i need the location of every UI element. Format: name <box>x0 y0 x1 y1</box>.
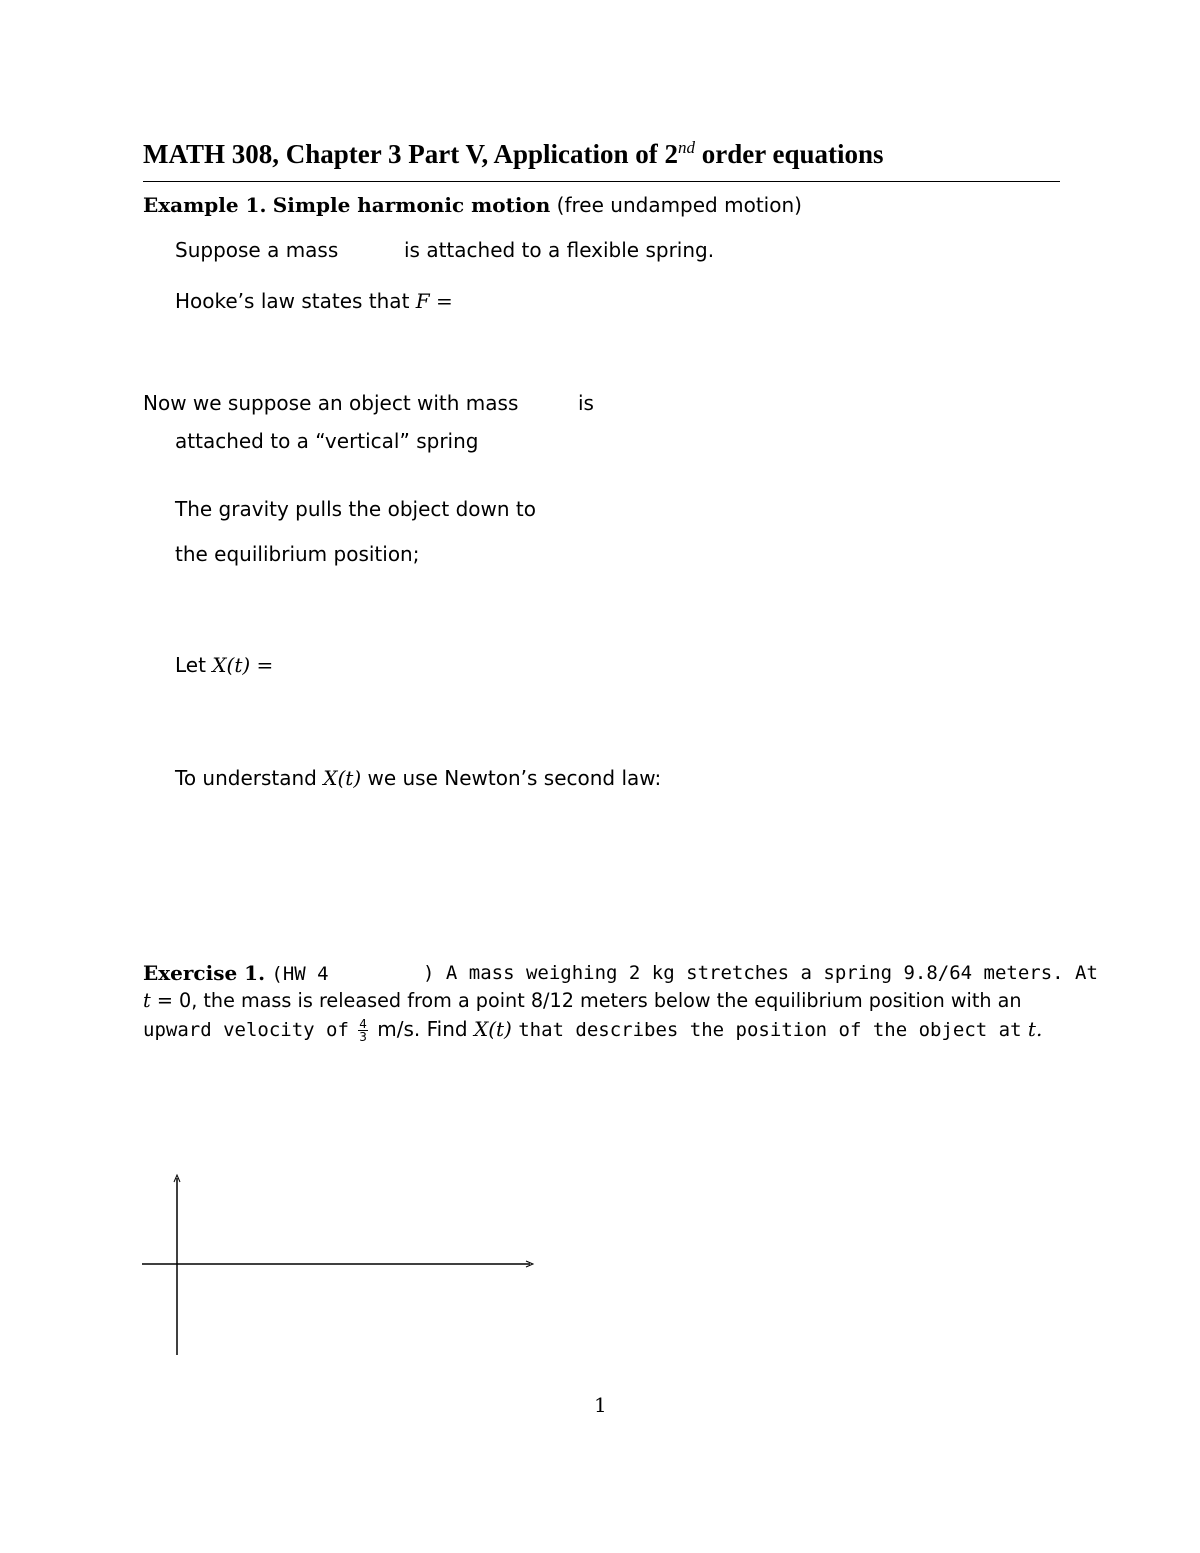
let-line <box>175 653 273 677</box>
exercise-text-2: = 0, the mass is released from a point 8/12 meters below the equilibrium position with an <box>150 989 1022 1012</box>
exercise-line-1-rest <box>423 962 1098 984</box>
equilibrium-line: the equilibrium position; <box>175 542 420 566</box>
page-title <box>143 138 884 170</box>
vertical-line-a: Now we suppose an object with mass <box>143 391 519 415</box>
vertical-line-b: is <box>578 391 594 415</box>
hooke-line <box>175 289 453 313</box>
let-text: Let <box>175 653 206 677</box>
example-label: Example 1. <box>143 193 267 217</box>
exercise-label: Exercise 1. <box>143 961 266 985</box>
gravity-line: The gravity pulls the object down to <box>175 497 536 521</box>
title-superscript: nd <box>678 138 696 157</box>
newton-line <box>175 766 661 790</box>
exercise-t-end: t. <box>1027 1017 1043 1041</box>
exercise-t-symbol: t <box>143 989 151 1012</box>
exercise-text-3b: m/s. Find <box>377 1017 468 1041</box>
fraction-numerator: 4 <box>359 1017 367 1031</box>
exercise-text-3c: that describes the position of the object at <box>518 1019 1022 1041</box>
example-title: Simple harmonic motion <box>272 193 551 217</box>
exercise-line-3 <box>143 1017 1042 1043</box>
blank-axes <box>138 1168 538 1358</box>
mass-line-a: Suppose a mass <box>175 238 339 262</box>
exercise-hw-close: ) <box>423 962 435 984</box>
title-rule <box>143 181 1060 182</box>
fraction-denominator: 3 <box>359 1030 367 1044</box>
newton-text-b: we use Newton’s second law: <box>367 766 662 790</box>
exercise-line-2 <box>143 989 1022 1012</box>
title-suffix: order equations <box>695 139 884 169</box>
exercise-text-3a: upward velocity of <box>143 1019 349 1041</box>
example-subtitle: (free undamped motion) <box>556 193 802 217</box>
newton-math: X(t) <box>323 766 362 790</box>
title-prefix: MATH 308, Chapter 3 Part V, Application of 2 <box>143 139 679 169</box>
mass-line-b: is attached to a flexible spring. <box>404 238 715 262</box>
page-number: 1 <box>594 1393 607 1417</box>
let-math: X(t) = <box>212 653 274 677</box>
example-heading <box>143 193 802 217</box>
exercise-line-1 <box>143 961 329 985</box>
velocity-fraction <box>358 1018 368 1043</box>
newton-text-a: To understand <box>175 766 317 790</box>
vertical-line-c: attached to a “vertical” spring <box>175 429 479 453</box>
hooke-math: F = <box>415 289 453 313</box>
exercise-hw: (HW 4 <box>271 963 329 985</box>
exercise-math: X(t) <box>473 1017 512 1041</box>
exercise-text-1: A mass weighing 2 kg stretches a spring 9.8/64 meters. At <box>445 962 1098 984</box>
hooke-text: Hooke’s law states that <box>175 289 410 313</box>
